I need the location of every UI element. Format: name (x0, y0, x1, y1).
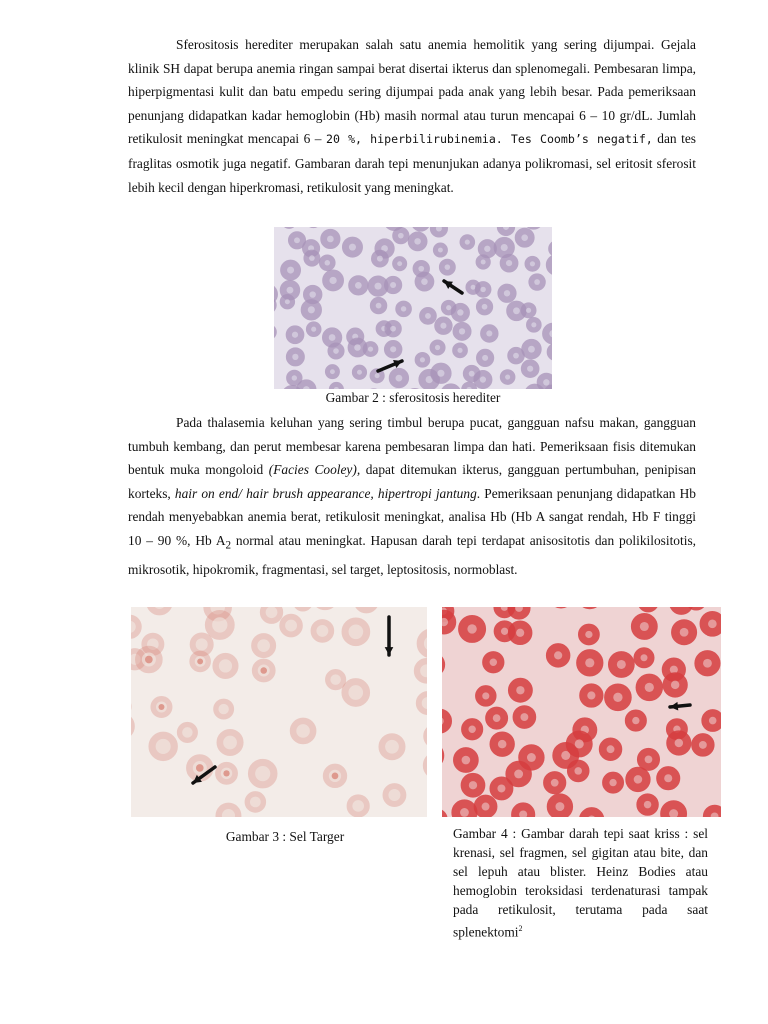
superscript: 2 (518, 924, 523, 933)
cell-pallor (468, 726, 475, 733)
italic-term: hair on end/ hair brush appearance, hipertropi jantung (174, 485, 477, 501)
paragraph-text: . Pemeriksaan penunjang didapatkan Hb rendah menyebabkan anemia berat, retikulosit meningkat, analisa Hb (Hb A sangat rendah, Hb F tinggi 10 – 90 %, Hb A (128, 485, 696, 548)
cell-pallor (311, 327, 316, 332)
cell-pallor (520, 713, 528, 721)
cell-pallor (699, 741, 707, 749)
cell-pallor (330, 674, 341, 685)
cell-pallor (390, 326, 396, 332)
cell-pallor (309, 291, 315, 297)
cell-pallor (498, 740, 507, 749)
blood-smear-image (442, 607, 721, 817)
figure-target-cell-micrograph (131, 607, 427, 817)
cell-pallor (327, 236, 334, 243)
cell-pallor (634, 775, 643, 784)
cell-pallor (462, 756, 471, 765)
cell-pallor (609, 779, 616, 786)
cell-pallor (285, 299, 290, 304)
cell-pallor (513, 353, 519, 359)
cell-pallor (640, 622, 649, 631)
cell-pallor (316, 625, 328, 637)
cell-pallor (680, 628, 689, 637)
cell-pallor (671, 681, 680, 690)
cell-pallor (465, 240, 470, 245)
cell-pallor (521, 234, 528, 241)
italic-term: (Facies Cooley), (268, 462, 361, 478)
cell-pallor (438, 248, 443, 253)
figure-caption: Gambar 3 : Sel Targer (225, 829, 345, 844)
cell-pallor (607, 745, 615, 753)
cell-pallor (255, 766, 270, 781)
cell-pallor (645, 683, 654, 692)
cell-pallor (355, 282, 362, 289)
cell-pallor (664, 774, 672, 782)
cell-pallor (460, 808, 469, 817)
cell-pallor (457, 309, 463, 315)
cell-pallor (467, 624, 476, 633)
cell-pallor (482, 304, 488, 310)
blood-smear-image (274, 227, 552, 389)
cell-pallor (354, 344, 361, 351)
cell-pallor (287, 267, 294, 274)
cell-pallor (418, 266, 424, 272)
figure-caption: Gambar 2 : sferositosis herediter (325, 390, 501, 405)
cell-pallor (501, 628, 508, 635)
cell-pallor (375, 283, 382, 290)
cell-pallor (587, 691, 595, 699)
cell-pallor (645, 756, 653, 764)
cell-pallor (469, 371, 475, 377)
cell-pallor (285, 620, 297, 632)
paragraph-text: dan tes fraglitas osmotik juga negatif. Gambaran darah tepi menunjukan adanya polikromasi, sel eritosit sferosit lebih kecil dengan hiperkromasi, retikulosit yang meningkat. (128, 131, 696, 195)
cell-pallor (585, 658, 594, 667)
paragraph-text: Sferositosis herediter merupakan salah satu anemia hemolitik yang sering dijumpai. Gejala klinik SH dapat berupa anemia ringan sampai berat disertai ikterus dan splenomegali. Pembesaran limpa, hiperpigmentasi kulit dan batu empedu sering dijumpai pada anak yang lebih besar. Pada pemeriksaan penunjang didapatkan kadar hemoglobin (Hb) masih normal atau turun mencapai 6 – 10 gr/dL. Jumlah retikulosit meningkat mencapai 6 – (128, 37, 696, 147)
cell-pallor (526, 308, 531, 313)
target-cell-center (260, 667, 267, 674)
cell-pallor (250, 797, 261, 808)
cell-pallor (534, 279, 540, 285)
cell-pallor (257, 639, 270, 652)
cell-pallor (401, 306, 406, 311)
cell-pallor (212, 617, 227, 632)
cell-pallor (397, 261, 402, 266)
cell-pallor (471, 285, 476, 290)
cell-pallor (196, 638, 208, 650)
cell-pallor (309, 255, 315, 261)
target-cell-center (197, 658, 203, 664)
caption-text: Gambar 4 : Gambar darah tepi saat kriss : sel krenasi, sel fragmen, sel gigitan atau bite, dan sel lepuh atau blister. Heinz Bodies atau hemoglobin teroksidasi terdenaturasi tampak pada retikulosit, terutama pada saat splenektomi (453, 826, 708, 940)
image-background (131, 607, 427, 817)
cell-pallor (352, 800, 364, 812)
cell-pallor (325, 260, 330, 265)
cell-pallor (530, 261, 535, 266)
cell-pallor (329, 334, 336, 341)
figure-crisis-smear-micrograph (442, 607, 721, 817)
cell-pallor (435, 345, 440, 350)
cell-pallor (375, 373, 380, 378)
cell-pallor (585, 631, 592, 638)
cell-pallor (482, 803, 490, 811)
cell-pallor (377, 256, 383, 262)
paragraph-text-mono: 20 %, hiperbilirubinemia. Tes Coomb’s negatif, (325, 132, 653, 147)
cell-pallor (480, 287, 485, 292)
cell-pallor (555, 802, 564, 811)
cell-pallor (376, 303, 382, 309)
cell-pallor (156, 739, 171, 754)
cell-pallor (385, 740, 399, 754)
cell-pallor (357, 370, 362, 375)
cell-pallor (513, 307, 520, 314)
cell-pallor (632, 717, 639, 724)
cell-pallor (516, 686, 524, 694)
cell-pallor (501, 244, 508, 251)
cell-pallor (390, 346, 396, 352)
cell-pallor (484, 246, 490, 252)
cell-pallor (294, 237, 300, 243)
cell-pallor (617, 660, 626, 669)
cell-pallor (421, 278, 428, 285)
cell-pallor (396, 375, 403, 382)
cell-pallor (440, 323, 446, 329)
cell-pallor (287, 287, 294, 294)
cell-pallor (493, 714, 501, 722)
target-cell-center (158, 704, 164, 710)
cell-pallor (531, 322, 536, 327)
figure-spherocytosis-micrograph (274, 227, 552, 389)
paragraph-text: Pada thalasemia keluhan yang sering timbul berupa pucat, gangguan nafsu makan, gangguan tumbuh kembang, dan perut membesar karena pembesaran limpa dan hati. Pemeriksaan fisis ditemukan bentuk muka mongoloid (128, 415, 696, 478)
cell-pallor (420, 357, 425, 362)
cell-pallor (445, 264, 451, 270)
cell-pallor (543, 379, 549, 385)
cell-pallor (528, 346, 535, 353)
cell-pallor (296, 724, 310, 738)
cell-pallor (390, 282, 396, 288)
cell-pallor (469, 781, 477, 789)
cell-pallor (480, 376, 486, 382)
cell-pallor (575, 739, 584, 748)
target-cell-center (196, 764, 204, 772)
cell-pallor (486, 330, 492, 336)
cell-pallor (223, 736, 237, 750)
cell-pallor (641, 654, 648, 661)
cell-pallor (505, 374, 510, 379)
cell-pallor (482, 355, 488, 361)
cell-pallor (703, 659, 712, 668)
cell-pallor (516, 629, 524, 637)
cell-pallor (554, 651, 562, 659)
cell-pallor (527, 366, 533, 372)
target-cell-center (223, 770, 229, 776)
paragraph-spherocytosis (128, 33, 696, 199)
cell-pallor (675, 739, 683, 747)
cell-pallor (644, 801, 651, 808)
cell-pallor (613, 693, 622, 702)
cell-pallor (514, 770, 523, 779)
cell-pallor (497, 784, 505, 792)
cell-pallor (527, 753, 536, 762)
cell-pallor (574, 767, 582, 775)
cell-pallor (506, 260, 512, 266)
cell-pallor (349, 624, 364, 639)
cell-pallor (482, 692, 489, 699)
paragraph-text: normal atau meningkat. Hapusan darah tepi terdapat anisositotis dan polikilositotis, mikrosotik, hipokromik, fragmentasi, sel target, leptositosis, normoblast. (128, 532, 697, 578)
figure-caption (453, 824, 708, 941)
cell-pallor (292, 332, 298, 338)
cell-pallor (292, 354, 298, 360)
cell-pallor (388, 789, 400, 801)
cell-pallor (551, 779, 559, 787)
cell-pallor (708, 620, 717, 629)
cell-pallor (414, 238, 421, 245)
cell-pallor (349, 244, 356, 251)
cell-pallor (219, 659, 232, 672)
paragraph-text: dapat ditemukan ikterus, gangguan pertumbuhan, penipisan korteks, (128, 462, 696, 501)
cell-pallor (329, 277, 336, 284)
subscript: 2 (225, 539, 232, 552)
cell-pallor (446, 305, 451, 310)
target-cell-center (332, 772, 339, 779)
blood-smear-image (131, 607, 427, 817)
cell-pallor (457, 348, 462, 353)
cell-pallor (709, 717, 717, 725)
cell-pallor (398, 233, 404, 239)
cell-pallor (368, 346, 373, 351)
cell-pallor (292, 375, 297, 380)
cell-pallor (481, 259, 486, 264)
target-cell-center (145, 656, 153, 664)
cell-pallor (425, 313, 431, 319)
cell-pallor (437, 370, 444, 377)
cell-pallor (182, 727, 192, 737)
cell-pallor (504, 290, 510, 296)
cell-pallor (348, 685, 363, 700)
cell-pallor (459, 328, 465, 334)
cell-pallor (333, 348, 339, 354)
cell-pallor (218, 704, 228, 714)
paragraph-thalassemia (128, 411, 696, 582)
cell-pallor (308, 306, 315, 313)
cell-pallor (490, 658, 497, 665)
cell-pallor (330, 369, 335, 374)
